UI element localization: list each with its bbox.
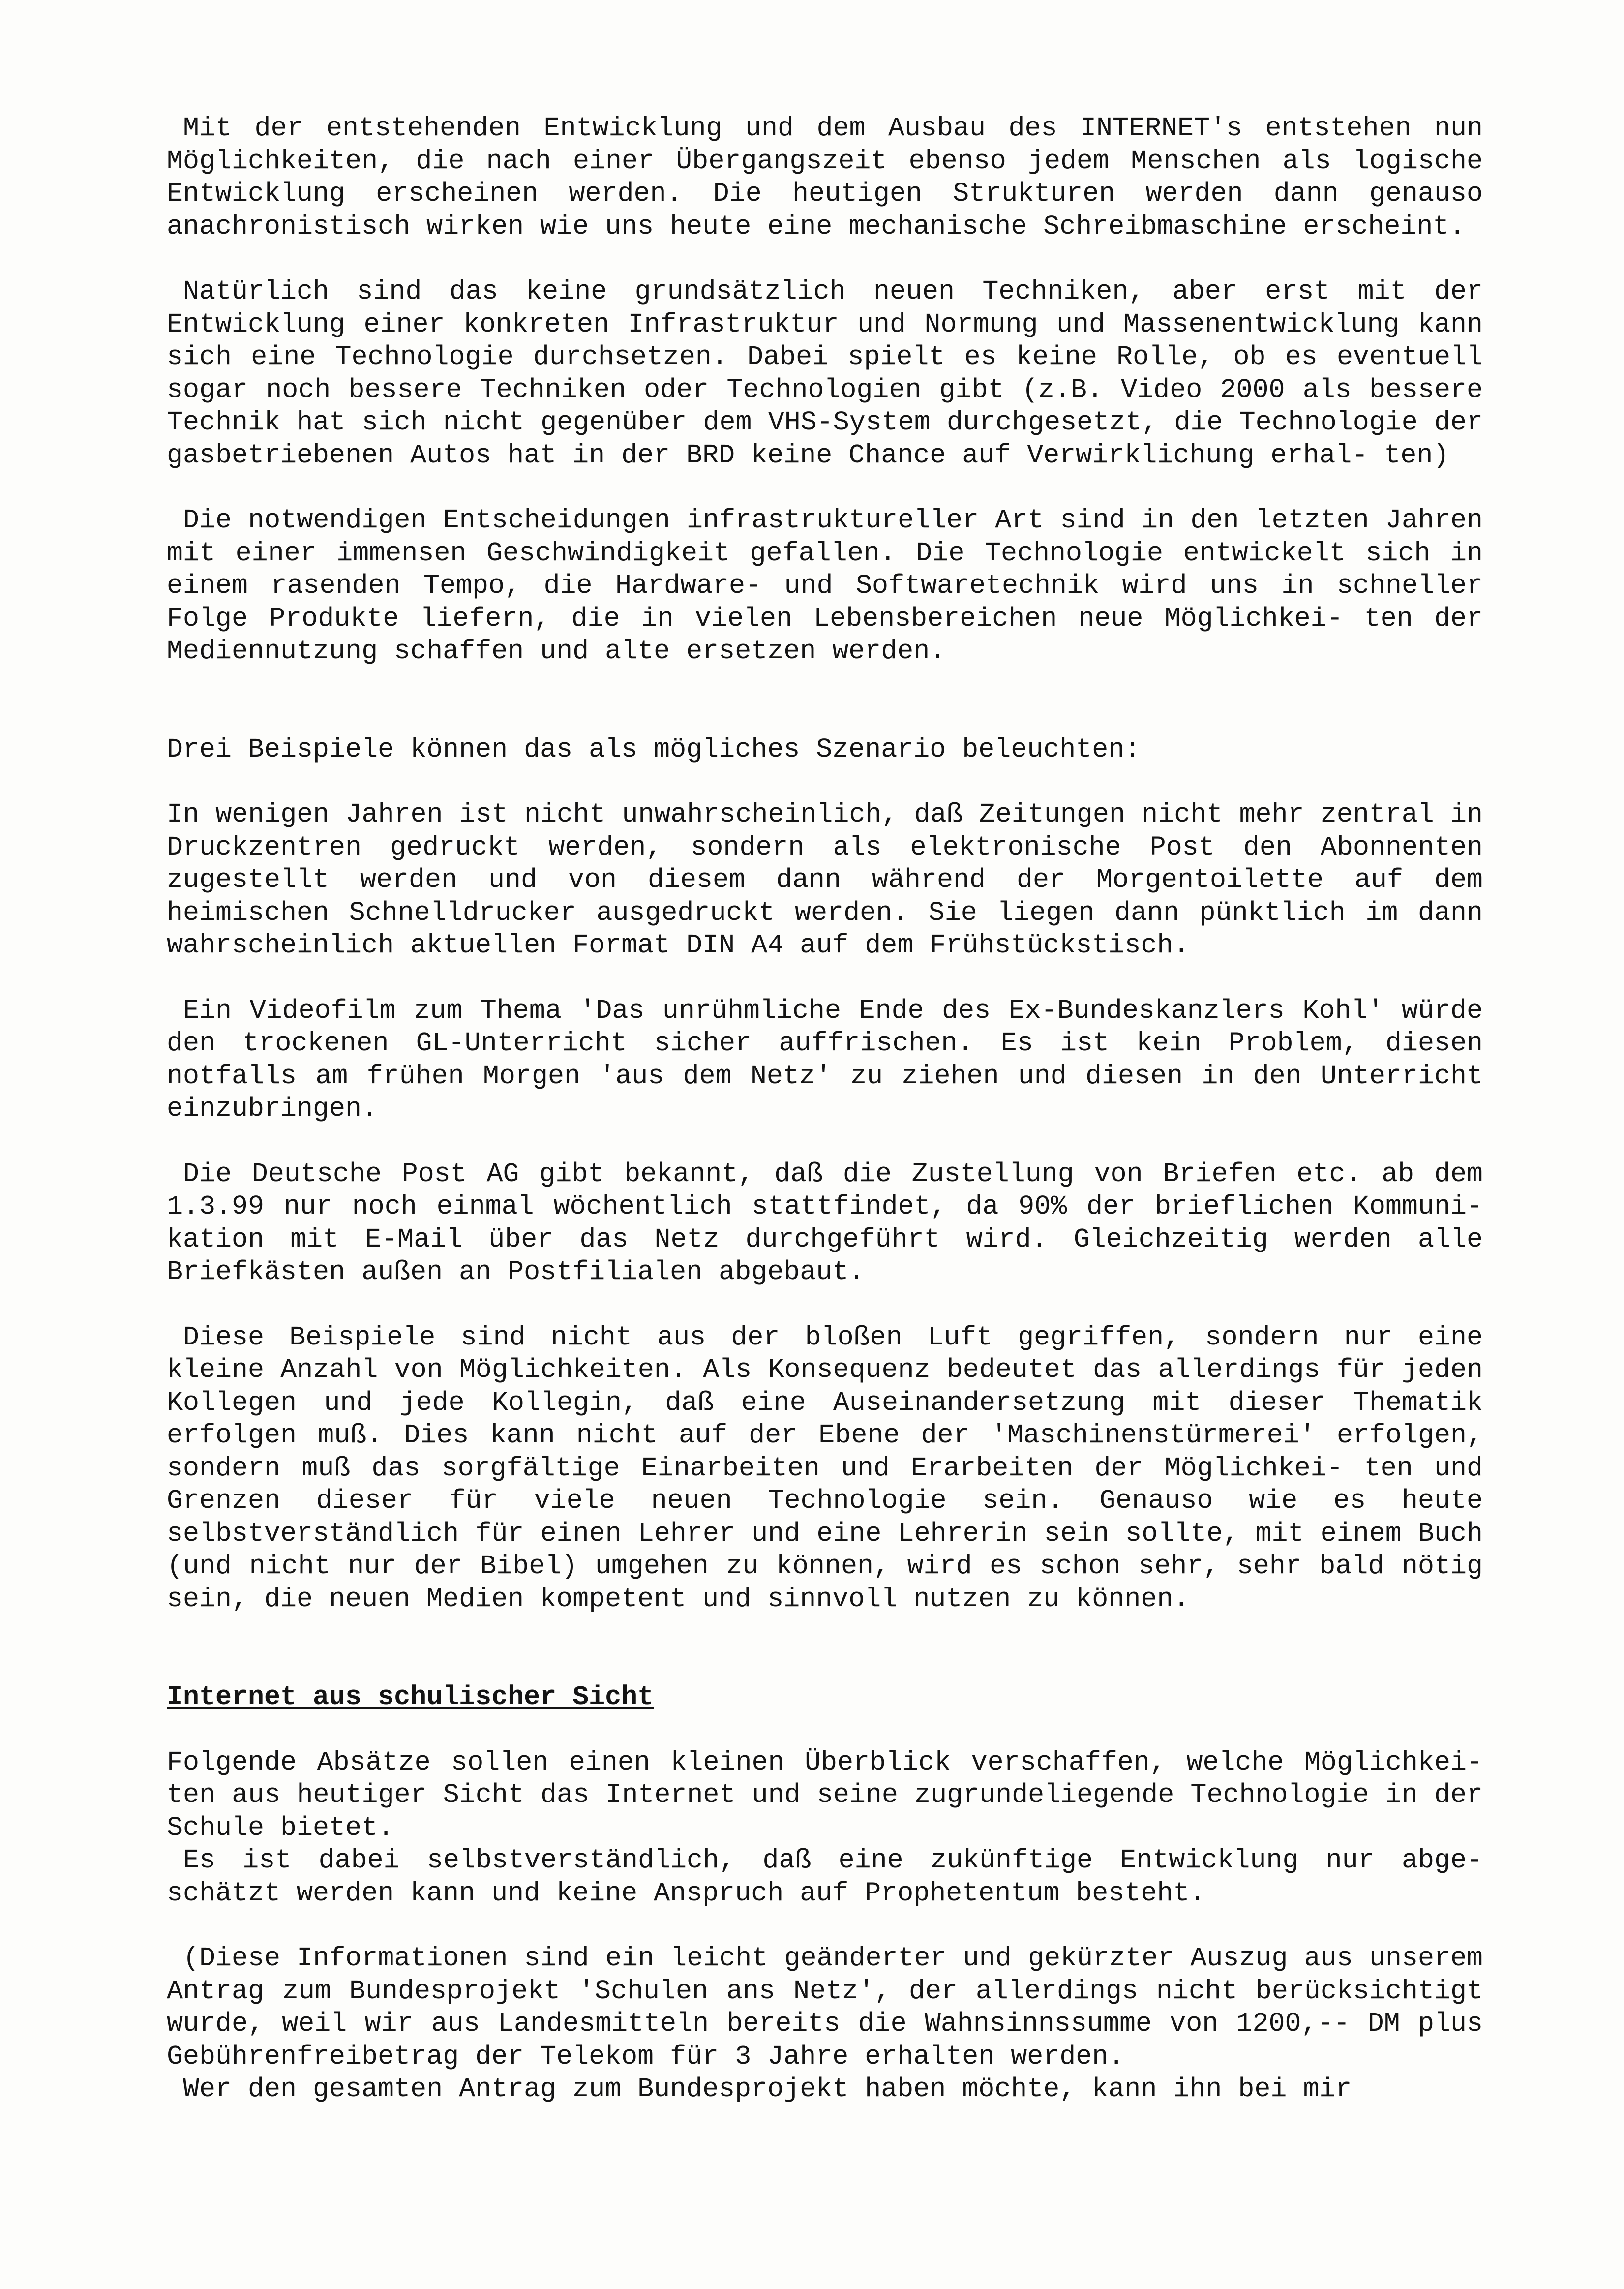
paragraph-section-estimate: Es ist dabei selbstverständlich, daß eine zukünftige Entwicklung nur abge- schätzt werden kann und keine Anspruch auf Prophetentum besteht. [167, 1845, 1483, 1909]
paragraph-section-application-excerpt: (Diese Informationen sind ein leicht geänderter und gekürzter Auszug aus unserem Antrag zum Bundesprojekt 'Schulen ans Netz', der allerdings nicht berücksichtigt wurde, weil wir aus Landesmitteln bereits die Wahnsinnssumme von 1200,-- DM plus Gebührenfreibetrag der Telekom für 3 Jahre erhalten werden. [167, 1943, 1483, 2072]
paragraph-example-post: Die Deutsche Post AG gibt bekannt, daß die Zustellung von Briefen etc. ab dem 1.3.99 nur noch einmal wöchentlich stattfindet, da 90% der brieflichen Kommuni- kation mit E-Mail über das Netz durchgeführt wird. Gleichzeitig werden alle Briefkästen außen an Postfilialen abgebaut. [167, 1158, 1483, 1287]
section-heading: Internet aus schulischer Sicht [167, 1681, 654, 1712]
paragraph-section-request: Wer den gesamten Antrag zum Bundesprojekt haben möchte, kann ihn bei mir [183, 2074, 1352, 2105]
document-page [167, 112, 1483, 2106]
paragraph-new-techniques: Natürlich sind das keine grundsätzlich neuen Techniken, aber erst mit der Entwicklung einer konkreten Infrastruktur und Normung und Massenentwicklung kann sich eine Technologie durchsetzen. Dabei spielt es keine Rolle, ob es eventuell sogar noch bessere Techniken oder Technologien gibt (z.B. Video 2000 als bessere Technik hat sich nicht gegenüber dem VHS-System durchgesetzt, die Technologie der gasbetriebenen Autos hat in der BRD keine Chance auf Verwirklichung erhal- ten) [167, 276, 1483, 471]
paragraph-example-newspapers: In wenigen Jahren ist nicht unwahrscheinlich, daß Zeitungen nicht mehr zentral in Druckzentren gedruckt werden, sondern als elektronische Post den Abonnenten zugestellt werden und von diesem dann während der Morgentoilette auf dem heimischen Schnelldrucker ausgedruckt werden. Sie liegen dann pünktlich im dann wahrscheinlich aktuellen Format DIN A4 auf dem Frühstückstisch. [167, 799, 1483, 961]
paragraph-three-examples-intro: Drei Beispiele können das als mögliches Szenario beleuchten: [167, 733, 1141, 765]
paragraph-internet-development: Mit der entstehenden Entwicklung und dem Ausbau des INTERNET's entstehen nun Möglichkeiten, die nach einer Übergangszeit ebenso jedem Menschen als logische Entwicklung erscheinen werden. Die heutigen Strukturen werden dann genauso anachronistisch wirken wie uns heute eine mechanische Schreibmaschine erscheint. [167, 113, 1483, 242]
paragraph-infrastructure-decisions: Die notwendigen Entscheidungen infrastruktureller Art sind in den letzten Jahren mit einer immensen Geschwindigkeit gefallen. Die Technologie entwickelt sich in einem rasenden Tempo, die Hardware- und Softwaretechnik wird uns in schneller Folge Produkte liefern, die in vielen Lebensbereichen neue Möglichkei- ten der Mediennutzung schaffen und alte ersetzen werden. [167, 505, 1483, 667]
paragraph-consequence: Diese Beispiele sind nicht aus der bloßen Luft gegriffen, sondern nur eine kleine Anzahl von Möglichkeiten. Als Konsequenz bedeutet das allerdings für jeden Kollegen und jede Kollegin, daß eine Auseinandersetzung mit dieser Thematik erfolgen muß. Dies kann nicht auf der Ebene der 'Maschinenstürmerei' erfolgen, sondern muß das sorgfältige Einarbeiten und Erarbeiten der Möglichkei- ten und Grenzen dieser für viele neuen Technologie sein. Genauso wie es heute selbstverständlich für einen Lehrer und eine Lehrerin sein sollte, mit einem Buch (und nicht nur der Bibel) umgehen zu können, wird es schon sehr, sehr bald nötig sein, die neuen Medien kompetent und sinnvoll nutzen zu können. [167, 1321, 1483, 1615]
paragraph-section-overview: Folgende Absätze sollen einen kleinen Überblick verschaffen, welche Möglichkei- ten aus heutiger Sicht das Internet und seine zugrundeliegende Technologie in der Schule bietet. [167, 1746, 1483, 1843]
paragraph-example-videofilm: Ein Videofilm zum Thema 'Das unrühmliche Ende des Ex-Bundeskanzlers Kohl' würde den trockenen GL-Unterricht sicher auffrischen. Es ist kein Problem, diesen notfalls am frühen Morgen 'aus dem Netz' zu ziehen und diesen in den Unterricht einzubringen. [167, 995, 1483, 1124]
